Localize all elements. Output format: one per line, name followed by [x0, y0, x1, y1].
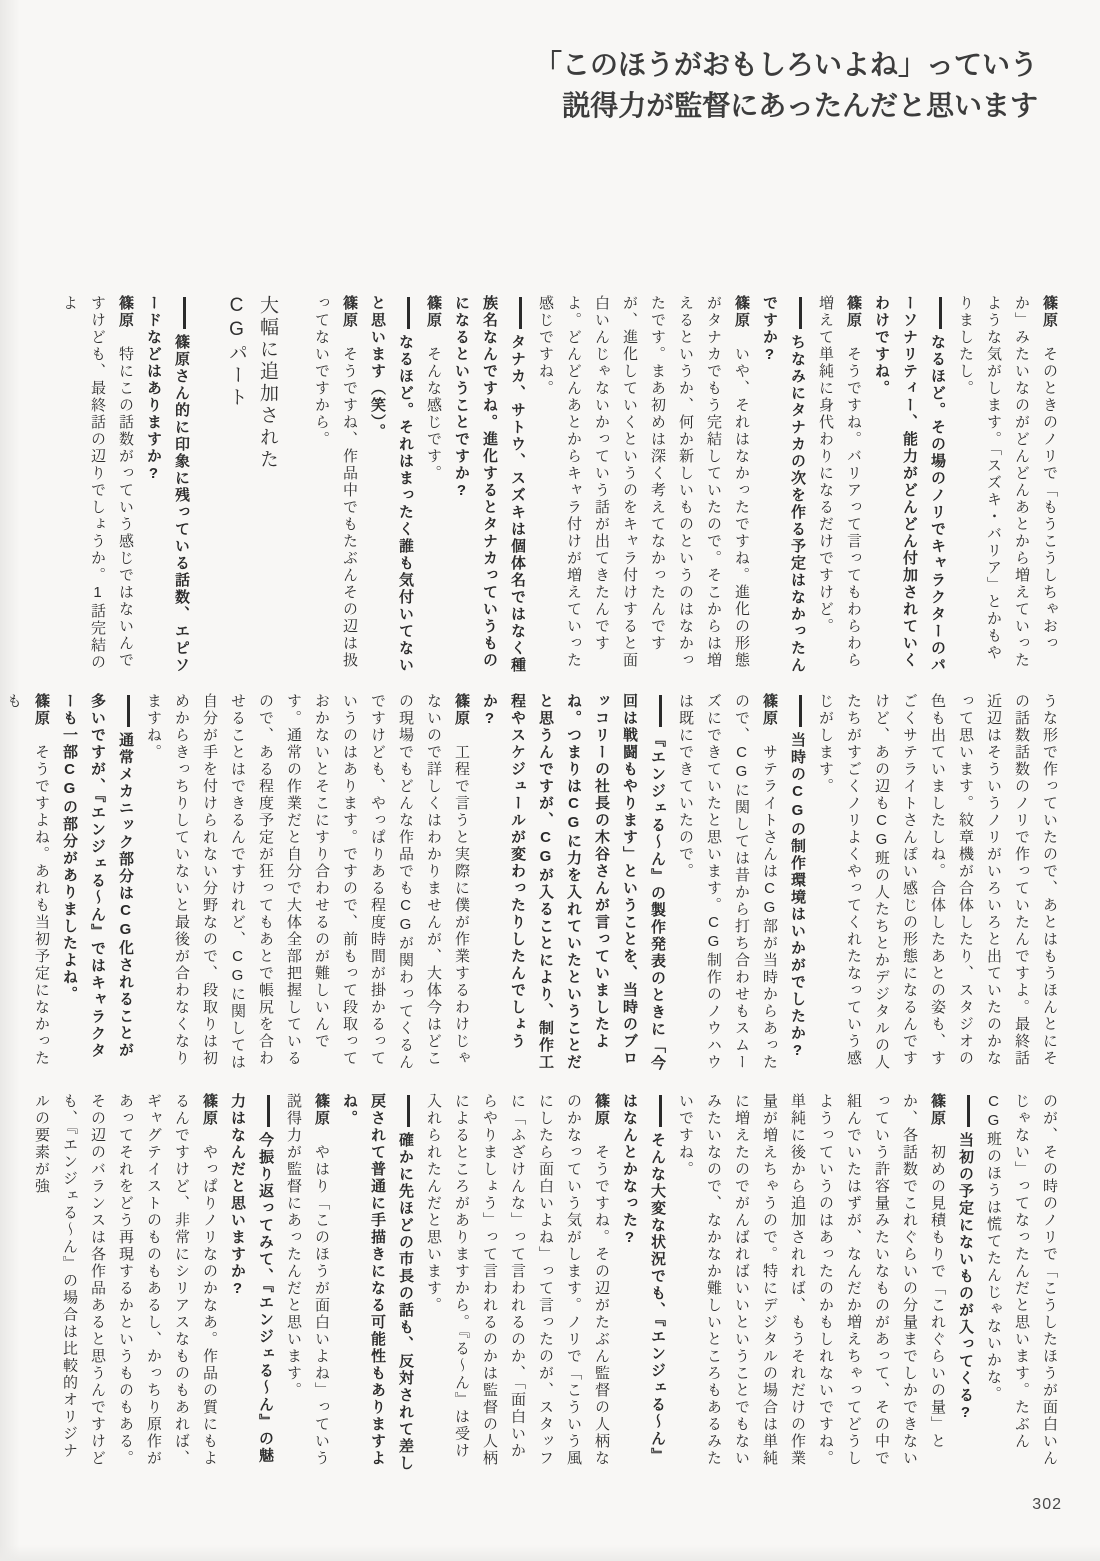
interviewer-dash-icon — [519, 297, 522, 329]
speaker-name: 篠原 — [733, 295, 750, 329]
speaker-name: 篠原 — [313, 1093, 330, 1127]
question-text: 今振り返ってみて、『エンジェる〜ん』の魅力はなんだと思いますか? — [229, 1093, 274, 1465]
question-text: なるほど。その場のノリでキャラクターのパーソナリティー、能力がどんどん付加されていくわけですね。 — [873, 295, 946, 674]
interviewer-dash-icon — [799, 695, 802, 727]
answer — [951, 295, 1063, 675]
answer-text: いや、それはなかったですね。進化の形態がタナカでもう完結していたので。そこからは増えるというか、何か新しいものというのはなかったです。まあ初めは深く考えてなかったんですが、進化していくというのをキャラ付けすると面白いんじゃないかっていう話が出てきたんですよ。どんどんあとからキャラ付けが増えていった感じですね。 — [537, 295, 750, 669]
question-text: 当初の予定にないものが入ってくる? — [957, 1132, 974, 1423]
interviewer-dash-icon — [127, 695, 130, 727]
speaker-name: 篠原 — [117, 295, 134, 329]
interviewer-dash-icon — [407, 1095, 410, 1127]
interviewer-question — [335, 1093, 419, 1473]
interviewer-dash-icon — [799, 297, 802, 329]
answer — [419, 295, 447, 675]
question-text: そんな大変な状況でも、『エンジェる〜ん』はなんとかなった? — [621, 1093, 666, 1465]
text-band-2 — [5, 693, 1063, 1073]
page-number: 302 — [1032, 1496, 1062, 1513]
section-heading — [221, 295, 283, 675]
answer-continuation — [811, 693, 1063, 1073]
answer — [671, 1093, 951, 1473]
section-heading-line-1: 大幅に追加された — [257, 295, 278, 471]
interviewer-question — [363, 295, 419, 675]
interviewer-dash-icon — [659, 1095, 662, 1127]
section-heading-line-2: CGパート — [226, 295, 247, 409]
answer-text: そのときのノリで「もうこうしちゃおっか」みたいなのがどんどんあとから増えていったような気がします。「スズキ・バリア」とかもやりましたし。 — [957, 295, 1058, 669]
speaker-name: 篠原 — [761, 693, 778, 727]
speaker-name: 篠原 — [33, 693, 50, 727]
speaker-name: 篠原 — [453, 693, 470, 727]
question-text: ちなみにタナカの次を作る予定はなかったんですか? — [761, 295, 806, 674]
interviewer-question — [223, 1093, 279, 1473]
answer-text: そうですよね。あれも当初予定になかったも — [5, 693, 50, 1067]
answer — [671, 693, 783, 1073]
answer-text: うな形で作っていたので、あとはもうほんとにその話数話数のノリで作っていたんですよ。最終話近辺はそういうノリがいろいろと出ていたのかなって思います。紋章機が合体したり、スタジオの色も出ていましたしね。合体したあとの姿も、すごくサテライトさんぽい感じの形態になるんですけど、あの辺もCG班の人たちとかデジタルの人たちがすごくノリよくやってくれたなっていう感じがします。 — [817, 693, 1058, 1071]
answer — [27, 1093, 223, 1473]
interviewer-question — [55, 693, 139, 1073]
speaker-name: 篠原 — [425, 295, 442, 329]
interviewer-question — [783, 693, 811, 1073]
question-text: 『エンジェる〜ん』の製作発表のときに「今回は戦闘もやります」ということを、当時のブロッコリーの社長の木谷さんが言っていましたよね。つまりはCGに力を入れていたということだと思うんですが、CGが入ることにより、制作工程やスケジュールが変わったりしたんでしょうか? — [481, 693, 666, 1072]
interviewer-question — [447, 295, 531, 675]
headline-line-1: 「このほうがおもしろいよね」っていう — [533, 49, 1038, 80]
question-text: 当時のCGの制作環境はいかがでしたか? — [789, 732, 806, 1061]
answer — [55, 295, 139, 675]
interviewer-question — [475, 693, 671, 1073]
answer-text: そんな感じです。 — [425, 346, 442, 482]
answer — [811, 295, 867, 675]
speaker-name: 篠原 — [845, 295, 862, 329]
answer-text: 特にこの話数がっていう感じではないんですけども、最終話の辺りでしょうか。1話完結のよ — [61, 295, 134, 671]
answer-text: そうですね。バリアって言ってもわらわら増えて単純に身代わりになるだけですけど。 — [817, 295, 862, 669]
interviewer-dash-icon — [939, 297, 942, 329]
interviewer-question — [755, 295, 811, 675]
answer-text: やっぱりノリなのかなあ。作品の質にもよるんですけど、非常にシリアスなものもあれば、ギャグテイストのものもあるし、かっちり原作があってそれをどう再現するかというものもある。その辺のバランスは各作品あると思うんですけども、『エンジェる〜ん』の場合は比較的オリジナルの要素が強 — [33, 1093, 218, 1467]
question-text: 通常メカニック部分はCG化されることが多いですが、『エンジェる〜ん』ではキャラクターも一部CGの部分がありましたよね。 — [61, 693, 134, 1060]
answer-text: サテライトさんはCG部が当時からあったので、CGに関しては昔から打ち合わせもスムーズにできていたと思います。CG制作のノウハウは既にできていたので。 — [677, 693, 778, 1071]
speaker-name: 篠原 — [201, 1093, 218, 1127]
interviewer-question — [867, 295, 951, 675]
speaker-name: 篠原 — [929, 1093, 946, 1127]
question-text: 篠原さん的に印象に残っている話数、エピソードなどはありますか? — [145, 295, 190, 674]
interviewer-dash-icon — [659, 695, 662, 727]
headline-line-2: 説得力が監督にあったんだと思います — [562, 90, 1038, 121]
answer — [0, 693, 55, 1073]
answer — [279, 1093, 335, 1473]
answer-text: そうですね。その辺がたぶん監督の人柄なのかなっていう気がします。ノリで「こういう風にしたら面白いよね」って言ったのが、スタッフに「ふざけんな」って言われるのか、「面白いからやりましょう」って言われるのかは監督の人柄によるところがありますから。『る〜ん』は受け入れられたんだと思います。 — [425, 1093, 610, 1467]
question-text: タナカ、サトウ、スズキは個体名ではなく種族名なんですね。進化するとタナカっていうものになるということですか? — [453, 295, 526, 674]
answer-text: のが、その時のノリで「こうしたほうが面白いんじゃない」ってなったんだと思います。たぶんCG班のほうは慌てたんじゃないかな。 — [985, 1093, 1058, 1467]
text-band-3 — [33, 1093, 1063, 1473]
answer — [419, 1093, 615, 1473]
interviewer-dash-icon — [267, 1095, 270, 1127]
interviewer-dash-icon — [967, 1095, 970, 1127]
interviewer-question — [615, 1093, 671, 1473]
interviewer-dash-icon — [407, 297, 410, 329]
answer — [139, 693, 475, 1073]
question-text: 確かに先ほどの市長の話も、反対されて差し戻されて普通に手描きになる可能性もありますよね。 — [341, 1093, 414, 1472]
answer — [531, 295, 755, 675]
question-text: なるほど。それはまったく誰も気付いてないと思います（笑）。 — [369, 295, 414, 674]
speaker-name: 篠原 — [1041, 295, 1058, 329]
interviewer-dash-icon — [183, 297, 186, 329]
text-band-1 — [61, 295, 1063, 675]
answer-continuation — [979, 1093, 1063, 1473]
pull-quote-headline — [534, 44, 1038, 126]
speaker-name: 篠原 — [341, 295, 358, 329]
interviewer-question — [951, 1093, 979, 1473]
interviewer-question — [139, 295, 195, 675]
answer-text: やはり「このほうが面白いよね」っていう説得力が監督にあったんだと思います。 — [285, 1093, 330, 1467]
speaker-name: 篠原 — [593, 1093, 610, 1127]
answer-text: そうですね、作品中でもたぶんその辺は扱ってないですから。 — [313, 295, 358, 669]
answer — [307, 295, 363, 675]
answer-text: 工程で言うと実際に僕が作業するわけじゃないので詳しくはわかりませんが、大体今はどこの現場でもどんな作品でもCGが関わってくるんですけども、やっぱりある程度時間が掛かるっていうのはあります。ですので、前もって段取っておかないとそこにすり合わせるのが難しいんです。通常の作業だと自分で大体全部把握しているので、ある程度予定が狂ってもあとで帳尻を合わせることはできるんですけれど、CGに関しては自分が手を付けられない分野なので、段取りは初めからきっちりしていないと最後が合わなくなりますね。 — [145, 693, 470, 1071]
answer-text: 初めの見積もりで「これぐらいの量」とか、各話数でこれぐらいの分量までしかできないっていう許容量みたいなものがあって、その中で組んでいたはずが、なんだか増えちゃってどうしようっていうのはあったのかもしれないですね。単純に後から追加されれば、もうそれだけの作業量が増えちゃうので。特にデジタルの場合は単純に増えたのでがんばればいいということでもないみたいなので、なかなか難しいところもあるみたいですね。 — [677, 1093, 946, 1467]
